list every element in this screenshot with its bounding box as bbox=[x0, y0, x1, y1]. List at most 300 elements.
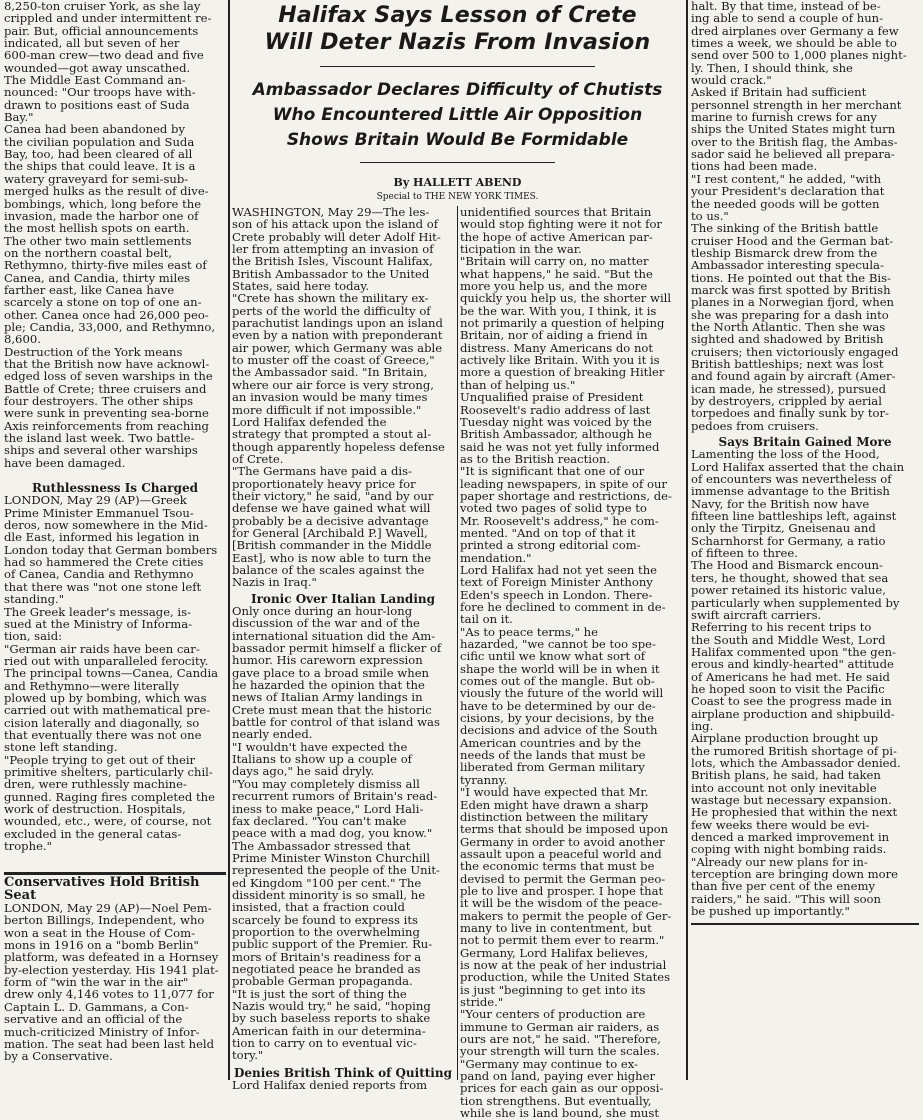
text-line: platform, was defeated in a Hornsey bbox=[4, 950, 219, 965]
text-line: perts of the world the difficulty of bbox=[232, 303, 431, 318]
text-line: the South and Middle West, Lord bbox=[691, 632, 886, 647]
text-line: pair. But, official announcements bbox=[4, 23, 199, 38]
text-line: Roosevelt's radio address of last bbox=[460, 402, 651, 417]
text-line: other. Canea once had 26,000 peo- bbox=[4, 307, 209, 322]
text-line: the rumored British shortage of pi- bbox=[691, 743, 897, 758]
text-line: wounded—got away unscathed. bbox=[4, 60, 191, 75]
text-line: bombings, which, long before the bbox=[4, 196, 202, 211]
text-line: your President's declaration that bbox=[691, 184, 885, 199]
text-line: and Rethymno—were literally bbox=[4, 678, 180, 693]
main-headline: Halifax Says Lesson of Crete Will Deter Nazis From Invasion bbox=[264, 3, 651, 55]
text-line: Destruction of the York means bbox=[4, 344, 183, 359]
text-line: raiders," he said. "This will soon bbox=[691, 891, 882, 906]
text-line: many to live in contentment, but bbox=[460, 920, 652, 935]
text-line: cific until we know what sort of bbox=[460, 649, 646, 664]
text-line: standing." bbox=[4, 592, 65, 607]
text-line: "As to peace terms," he bbox=[460, 624, 598, 639]
text-line: had so hammered the Crete cities bbox=[4, 555, 204, 570]
text-line: of Canea, Candia and Rethymno bbox=[4, 567, 194, 582]
text-line: battle for control of that island was bbox=[232, 715, 440, 730]
text-line: planes in a Norwegian fjord, when bbox=[691, 295, 895, 310]
text-line: fifteen line battleships left, against bbox=[691, 509, 897, 524]
text-line: erous and kindly-hearted" attitude bbox=[691, 657, 894, 672]
text-line: "The Germans have paid a dis- bbox=[232, 464, 412, 479]
text-line: ships the United States might turn bbox=[691, 122, 896, 137]
text-line: "It is significant that one of our bbox=[460, 464, 645, 479]
text-line: tion strengthens. But eventually, bbox=[460, 1093, 652, 1108]
text-line: would crack." bbox=[691, 73, 772, 88]
text-line: shape the world will be in when it bbox=[460, 661, 660, 676]
text-line: printed a strong editorial com- bbox=[460, 538, 641, 553]
text-line: Tuesday night was voiced by the bbox=[460, 414, 652, 429]
text-line: "People trying to get out of their bbox=[4, 752, 196, 767]
text-line: probable German propaganda. bbox=[232, 974, 413, 989]
column-rule bbox=[457, 206, 458, 1080]
text-line: cisions, by your decisions, by the bbox=[460, 711, 655, 726]
text-line: sighted and shadowed by British bbox=[691, 332, 884, 347]
text-line: ican made, he stressed), pursued bbox=[691, 381, 887, 396]
text-line: WASHINGTON, May 29—The les- bbox=[232, 205, 430, 219]
text-line: Navy, for the British now have bbox=[691, 496, 870, 511]
text-line: "Already our new plans for in- bbox=[691, 854, 868, 869]
text-line: ticipation in the war. bbox=[460, 242, 582, 257]
deck-headline: Ambassador Declares Difficulty of Chutists Who Encountered Little Air Opposition Shows Britain Would Be Formidable bbox=[252, 80, 663, 150]
text-line: Italians to show up a couple of bbox=[232, 752, 412, 767]
text-line: ours are not," he said. "Therefore, bbox=[460, 1032, 661, 1047]
text-line: that eventually there was not one bbox=[4, 727, 202, 742]
text-line: trophe." bbox=[4, 839, 52, 854]
text-line: the island last week. Two battle- bbox=[4, 431, 195, 446]
text-line: pedoes from cruisers. bbox=[691, 418, 819, 433]
text-line: stone left standing. bbox=[4, 740, 118, 755]
text-line: and found again by aircraft (Amer- bbox=[691, 369, 896, 384]
text-line: the most hellish spots on earth. bbox=[4, 221, 190, 236]
text-line: be the war. With you, I think, it is bbox=[460, 303, 657, 318]
text-line: of Americans he had met. He said bbox=[691, 669, 890, 684]
text-line: Halifax commented upon "the gen- bbox=[691, 644, 896, 659]
text-line: Scharnhorst for Germany, a ratio bbox=[691, 533, 886, 548]
text-line: makers to permit the people of Ger- bbox=[460, 908, 672, 923]
text-line: Bay." bbox=[4, 110, 34, 125]
text-line: it will be the wisdom of the peace- bbox=[460, 896, 663, 911]
text-line: terception are bringing down more bbox=[691, 867, 899, 882]
text-line: ing able to send a couple of hun- bbox=[691, 11, 884, 26]
text-line: have been damaged. bbox=[4, 455, 126, 470]
text-line: wounded, etc., were, of course, not bbox=[4, 814, 212, 829]
text-line: gunned. Raging fires completed the bbox=[4, 789, 215, 804]
text-line: quickly you help us, the shorter will bbox=[460, 291, 672, 306]
subhead-gained: Says Britain Gained More bbox=[718, 435, 892, 450]
text-line: into account not only inevitable bbox=[691, 780, 877, 795]
text-line: power retained its historic value, bbox=[691, 583, 886, 598]
text-line: more you help us, and the more bbox=[460, 279, 648, 294]
text-line: tail on it. bbox=[460, 612, 513, 627]
text-line: of encounters was nevertheless of bbox=[691, 472, 892, 487]
text-line: farther east, like Canea have bbox=[4, 282, 175, 297]
text-line: Britain, nor of aiding a friend in bbox=[460, 328, 648, 343]
text-line: peace with a mad dog, you know." bbox=[232, 826, 433, 841]
text-line: Crete probably will deter Adolf Hit- bbox=[232, 229, 441, 244]
text-line: nearly ended. bbox=[232, 727, 313, 742]
text-line: scarcely a stone on top of one an- bbox=[4, 295, 202, 310]
text-line: ried out with unparalleled ferocity. bbox=[4, 653, 209, 668]
text-line: terms that should be imposed upon bbox=[460, 822, 669, 837]
text-line: she was preparing for a dash into bbox=[691, 307, 889, 322]
text-line: dren, were ruthlessly machine- bbox=[4, 777, 187, 792]
text-line: Eden might have drawn a sharp bbox=[460, 797, 649, 812]
text-line: son of his attack upon the island of bbox=[232, 217, 439, 232]
text-line: while she is land bound, she must bbox=[460, 1106, 660, 1120]
text-line: decisions and advice of the South bbox=[460, 723, 658, 738]
text-line: British Ambassador, although he bbox=[460, 427, 652, 442]
text-line: Battle of Crete; three cruisers and bbox=[4, 381, 207, 396]
text-line: cruiser Hood and the German bat- bbox=[691, 233, 894, 248]
text-line: Captain L. D. Gammans, a Con- bbox=[4, 999, 189, 1014]
text-line: would stop fighting were it not for bbox=[460, 217, 662, 232]
text-line: proportionately heavy price for bbox=[232, 476, 416, 491]
text-line: airplane production and shipbuild- bbox=[691, 706, 895, 721]
subhead-denies: Denies British Think of Quitting bbox=[234, 1065, 452, 1080]
text-line: "Germany may continue to ex- bbox=[460, 1056, 638, 1071]
text-line: The principal towns—Canea, Candia bbox=[4, 666, 219, 681]
text-line: Lord Halifax defended the bbox=[232, 414, 387, 429]
text-line: halt. By that time, instead of be- bbox=[691, 0, 881, 13]
text-line: invasion, made the harbor one of bbox=[4, 208, 199, 223]
text-line: dle East, informed his legation in bbox=[4, 530, 200, 545]
deck-rule bbox=[360, 162, 555, 163]
text-line: leading newspapers, in spite of our bbox=[460, 476, 667, 491]
text-line: more difficult if not impossible." bbox=[232, 402, 422, 417]
text-line: the North Atlantic. Then she was bbox=[691, 319, 886, 334]
text-line: tions had been made. bbox=[691, 159, 818, 174]
text-line: sued at the Ministry of Informa- bbox=[4, 616, 193, 631]
col4-hood-story bbox=[691, 448, 919, 917]
text-line: devised to permit the German peo- bbox=[460, 871, 666, 886]
text-line: pand on land, paying ever higher bbox=[460, 1069, 656, 1084]
text-line: The Ambassador stressed that bbox=[232, 838, 411, 853]
text-line: ing. bbox=[691, 718, 714, 733]
text-line: tion, said: bbox=[4, 629, 63, 644]
text-line: coping with night bombing raids. bbox=[691, 842, 887, 857]
text-line: international situation did the Am- bbox=[232, 628, 436, 643]
col2-denies-story bbox=[232, 1079, 454, 1091]
text-line: mendation." bbox=[460, 550, 532, 565]
subhead-ironic: Ironic Over Italian Landing bbox=[251, 591, 435, 606]
text-line: stride." bbox=[460, 995, 504, 1009]
text-line: as to the British reaction. bbox=[460, 451, 611, 466]
text-line: news of Italian Army landings in bbox=[232, 690, 423, 705]
text-line: nounced: "Our troops have with- bbox=[4, 85, 196, 100]
text-line: He prophesied that within the next bbox=[691, 805, 898, 820]
text-line: the needed goods will be gotten bbox=[691, 196, 880, 211]
text-line: ters, he thought, showed that sea bbox=[691, 570, 889, 585]
text-line: your strength will turn the scales. bbox=[460, 1044, 660, 1059]
text-line: immense advantage to the British bbox=[691, 484, 890, 499]
text-line: needs of the lands that must be bbox=[460, 748, 646, 763]
text-line: marck was first spotted by British bbox=[691, 282, 891, 297]
col3-story bbox=[460, 206, 684, 1119]
text-line: to us." bbox=[691, 208, 729, 223]
col2-lead bbox=[232, 206, 454, 589]
text-line: four destroyers. The other ships bbox=[4, 394, 194, 408]
text-line: viously the future of the world will bbox=[460, 686, 664, 701]
col1-story-end bbox=[4, 0, 226, 469]
text-line: 8,600. bbox=[4, 332, 41, 347]
column-1 bbox=[4, 0, 226, 1063]
text-line: iness to make peace," Lord Hali- bbox=[232, 801, 424, 816]
text-line: were sunk in preventing sea-borne bbox=[4, 406, 209, 421]
text-line: crippled and under intermittent re- bbox=[4, 11, 212, 26]
text-line: than five per cent of the enemy bbox=[691, 879, 876, 894]
text-line: what happens," he said. "But the bbox=[460, 266, 653, 281]
text-line: to muster off the coast of Greece," bbox=[232, 353, 435, 368]
text-line: the civilian population and Suda bbox=[4, 134, 195, 149]
text-line: on the northern coastal belt, bbox=[4, 245, 173, 260]
text-line: strategy that prompted a stout al- bbox=[232, 427, 432, 442]
text-line: Canea, and Candia, thirty miles bbox=[4, 270, 191, 285]
text-line: negotiated peace he branded as bbox=[232, 961, 421, 976]
text-line: Nazis in Iraq." bbox=[232, 575, 317, 590]
text-line: LONDON, May 29 (AP)—Noel Pem- bbox=[4, 901, 212, 916]
text-line: tions. He pointed out that the Bis- bbox=[691, 270, 891, 285]
text-line: The Greek leader's message, is- bbox=[4, 604, 192, 619]
text-line: The sinking of the British battle bbox=[691, 221, 879, 236]
text-line: watery graveyard for semi-sub- bbox=[4, 171, 189, 186]
text-line: Lord Halifax denied reports from bbox=[232, 1078, 428, 1093]
text-line: ly. Then, I should think, she bbox=[691, 60, 853, 75]
text-line: than of helping us." bbox=[460, 377, 576, 392]
text-line: won a seat in the House of Com- bbox=[4, 925, 196, 940]
text-line: he hoped soon to visit the Pacific bbox=[691, 681, 885, 696]
text-line: by a Conservative. bbox=[4, 1049, 113, 1064]
text-line: Bay, too, had been cleared of all bbox=[4, 147, 193, 162]
text-line: marine to furnish crews for any bbox=[691, 110, 877, 125]
text-line: East], who is now able to turn the bbox=[232, 550, 432, 565]
text-line: tyranny. bbox=[460, 772, 508, 787]
text-line: an invasion would be many times bbox=[232, 390, 428, 405]
text-line: primitive shelters, particularly chil- bbox=[4, 764, 213, 779]
text-line: mented. "And on top of that it bbox=[460, 525, 636, 540]
text-line: LONDON, May 29 (AP)—Greek bbox=[4, 493, 187, 508]
text-line: form of "win the war in the air" bbox=[4, 975, 189, 990]
col1-greek-story bbox=[4, 494, 226, 852]
text-line: drew only 4,146 votes to 11,077 for bbox=[4, 987, 214, 1002]
text-line: insisted, that a fraction could bbox=[232, 900, 405, 915]
subhead-ruthlessness: Ruthlessness Is Charged bbox=[31, 481, 199, 496]
text-line: Lord Halifax asserted that the chain bbox=[691, 459, 905, 474]
text-line: Germany in order to avoid another bbox=[460, 834, 665, 849]
text-line: parachutist landings upon an island bbox=[232, 316, 443, 331]
text-line: even by a nation with preponderant bbox=[232, 328, 443, 343]
text-line: "Your centers of production are bbox=[460, 1007, 646, 1022]
text-line: servative and an official of the bbox=[4, 1012, 183, 1027]
text-line: by destroyers, crippled by aerial bbox=[691, 394, 882, 408]
special-credit: Special to THE NEW YORK TIMES. bbox=[376, 192, 539, 202]
text-line: The other two main settlements bbox=[4, 233, 192, 248]
text-line: fax declared. "You can't make bbox=[232, 813, 407, 828]
text-line: not primarily a question of helping bbox=[460, 316, 665, 331]
text-line: the economic terms that must be bbox=[460, 859, 655, 874]
text-line: British plans, he said, had taken bbox=[691, 768, 881, 783]
text-line: their victory," he said, "and by our bbox=[232, 488, 434, 503]
text-line: not to permit them ever to rearm." bbox=[460, 933, 665, 948]
text-line: "Britain will carry on, no matter bbox=[460, 254, 649, 269]
text-line: times a week, we should be able to bbox=[691, 36, 897, 51]
text-line: actively like Britain. With you it is bbox=[460, 353, 660, 368]
text-line: paper shortage and restrictions, de- bbox=[460, 488, 672, 503]
text-line: hazarded, "we cannot be too spe- bbox=[460, 637, 656, 652]
text-line: "German air raids have been car- bbox=[4, 641, 200, 656]
text-line: the ships that could leave. It is a bbox=[4, 159, 196, 174]
text-line: personnel strength in her merchant bbox=[691, 97, 902, 112]
text-line: London today that German bombers bbox=[4, 542, 218, 557]
text-line: humor. His careworn expression bbox=[232, 653, 423, 668]
text-line: for General [Archibald P.] Wavell, bbox=[232, 525, 428, 540]
text-line: Canea had been abandoned by bbox=[4, 122, 186, 137]
text-line: work of destruction. Hospitals, bbox=[4, 802, 186, 816]
divider-rule bbox=[691, 923, 919, 925]
text-line: 600-man crew—two dead and five bbox=[4, 48, 204, 63]
text-line: balance of the scales against the bbox=[232, 562, 425, 577]
text-line: by-election yesterday. His 1941 plat- bbox=[4, 962, 219, 977]
text-line: tory." bbox=[232, 1048, 264, 1063]
text-line: air power, which Germany was able bbox=[232, 340, 443, 355]
text-line: text of Foreign Minister Anthony bbox=[460, 575, 653, 590]
text-line: discussion of the war and of the bbox=[232, 616, 420, 631]
text-line: fore he declined to comment in de- bbox=[460, 600, 666, 614]
text-line: distinction between the military bbox=[460, 809, 649, 824]
text-line: excluded in the general catas- bbox=[4, 826, 182, 841]
text-line: Coast to see the progress made in bbox=[691, 694, 892, 709]
text-line: Eden's speech in London. There- bbox=[460, 587, 653, 602]
text-line: mors of Britain's readiness for a bbox=[232, 949, 422, 964]
text-line: comes out of the mangle. But ob- bbox=[460, 674, 655, 689]
text-line: indicated, all but seven of her bbox=[4, 36, 180, 51]
text-line: [British commander in the Middle bbox=[232, 538, 432, 553]
text-line: plowed up by bombing, which was bbox=[4, 690, 207, 705]
text-line: "I rest content," he added, "with bbox=[691, 171, 882, 186]
text-line: liberated from German military bbox=[460, 760, 645, 775]
text-line: where our air force is very strong, bbox=[232, 377, 434, 392]
text-line: Crete must mean that the historic bbox=[232, 702, 432, 717]
col2-italian-story bbox=[232, 605, 454, 1062]
text-line: edged loss of seven warships in the bbox=[4, 369, 213, 384]
text-line: recurrent rumors of Britain's read- bbox=[232, 789, 438, 804]
text-line: torpedoes and finally sunk by tor- bbox=[691, 406, 889, 421]
text-line: is now at the peak of her industrial bbox=[460, 957, 667, 972]
headline-rule bbox=[320, 66, 595, 67]
text-line: wastage but necessary expansion. bbox=[691, 793, 892, 807]
column-3 bbox=[460, 205, 684, 1120]
text-line: Unqualified praise of President bbox=[460, 390, 644, 405]
text-line: drawn to positions east of Suda bbox=[4, 97, 190, 112]
text-line: only the Tirpitz, Gneisenau and bbox=[691, 521, 876, 536]
text-line: ler from attempting an invasion of bbox=[232, 242, 434, 257]
text-line: public support of the Premier. Ru- bbox=[232, 937, 433, 952]
text-line: Asked if Britain had sufficient bbox=[691, 85, 867, 100]
text-line: ple to live and prosper. I hope that bbox=[460, 883, 664, 898]
text-line: immune to German air raiders, as bbox=[460, 1019, 660, 1034]
text-line: dred airplanes over Germany a few bbox=[691, 23, 899, 38]
text-line: Mr. Roosevelt's address," he com- bbox=[460, 513, 659, 528]
text-line: Ambassador interesting specula- bbox=[691, 258, 884, 273]
text-line: Lamenting the loss of the Hood, bbox=[691, 447, 880, 462]
text-line: lots, which the Ambassador denied. bbox=[691, 755, 901, 770]
text-line: be pushed up importantly." bbox=[691, 904, 850, 919]
text-line: much-criticized Ministry of Infor- bbox=[4, 1024, 200, 1039]
text-line: bassador permit himself a flicker of bbox=[232, 641, 442, 656]
text-line: proportion to the overwhelming bbox=[232, 924, 420, 939]
text-line: ple; Candia, 33,000, and Rethymno, bbox=[4, 319, 216, 334]
col1-conservatives-story bbox=[4, 902, 226, 1062]
text-line: unidentified sources that Britain bbox=[460, 205, 652, 219]
text-line: tleship Bismarck drew from the bbox=[691, 245, 878, 260]
text-line: assault upon a peaceful world and bbox=[460, 846, 662, 861]
column-2 bbox=[232, 205, 454, 1093]
text-line: Germany, Lord Halifax believes, bbox=[460, 945, 649, 960]
text-line: have to be determined by our de- bbox=[460, 698, 656, 713]
column-4 bbox=[691, 0, 919, 1080]
text-line: scarcely be found to express its bbox=[232, 912, 418, 927]
text-line: represented the people of the Unit- bbox=[232, 863, 440, 878]
text-line: ed Kingdom "100 per cent." The bbox=[232, 875, 422, 890]
byline: By HALLETT ABEND bbox=[393, 176, 522, 189]
text-line: carried out with mathematical pre- bbox=[4, 703, 211, 718]
text-line: of fifteen to three. bbox=[691, 546, 798, 561]
text-line: mation. The seat had been last held bbox=[4, 1036, 215, 1051]
text-line: The Middle East Command an- bbox=[4, 73, 186, 88]
text-line: denced a marked improvement in bbox=[691, 830, 890, 845]
text-line: distress. Many Americans do not bbox=[460, 340, 654, 355]
text-line: mons in 1916 on a "bomb Berlin" bbox=[4, 938, 199, 953]
text-line: "I would have expected that Mr. bbox=[460, 785, 649, 800]
text-line: that there was "not one stone left bbox=[4, 579, 202, 594]
text-line: probably be a decisive advantage bbox=[232, 513, 429, 528]
text-line: berton Billings, Independent, who bbox=[4, 913, 205, 928]
text-line: though apparently hopeless defense bbox=[232, 439, 445, 454]
column-rule bbox=[228, 0, 230, 1080]
text-line: defense we have gained what will bbox=[232, 501, 431, 516]
text-line: said he was not yet fully informed bbox=[460, 439, 660, 454]
text-line: cruisers; then victoriously engaged bbox=[691, 344, 899, 359]
text-line: swift aircraft carriers. bbox=[691, 607, 822, 622]
text-line: send over 500 to 1,000 planes night- bbox=[691, 48, 907, 63]
text-line: States, said here today. bbox=[232, 279, 370, 294]
text-line: dissident minority is so small, he bbox=[232, 887, 426, 902]
text-line: ships and several other warships bbox=[4, 443, 198, 458]
text-line: British Ambassador to the United bbox=[232, 266, 430, 281]
text-line: tion to carry on to eventual vic- bbox=[232, 1036, 417, 1051]
text-line: 8,250-ton cruiser York, as she lay bbox=[4, 0, 201, 13]
subhead-conservatives: Conservatives Hold British Seat bbox=[4, 875, 200, 903]
text-line: Only once during an hour-long bbox=[232, 604, 413, 618]
text-line: Prime Minister Emmanuel Tsou- bbox=[4, 505, 194, 520]
text-line: of Crete. bbox=[232, 451, 284, 466]
text-line: few weeks there would be evi- bbox=[691, 817, 870, 832]
text-line: days ago," he said dryly. bbox=[232, 764, 375, 779]
text-line: gave place to a broad smile when bbox=[232, 665, 430, 680]
text-line: he hazarded the opinion that the bbox=[232, 678, 425, 693]
text-line: sador said he believed all prepara- bbox=[691, 147, 895, 162]
text-line: Prime Minister Winston Churchill bbox=[232, 850, 431, 865]
text-line: "You may completely dismiss all bbox=[232, 776, 420, 791]
text-line: Lord Halifax had not yet seen the bbox=[460, 562, 658, 577]
text-line: Axis reinforcements from reaching bbox=[4, 418, 209, 433]
text-line: the British Isles, Viscount Halifax, bbox=[232, 254, 433, 269]
text-line: British battleships; next was lost bbox=[691, 356, 884, 371]
col4-story bbox=[691, 0, 919, 432]
text-line: merged hulks as the result of dive- bbox=[4, 184, 209, 199]
